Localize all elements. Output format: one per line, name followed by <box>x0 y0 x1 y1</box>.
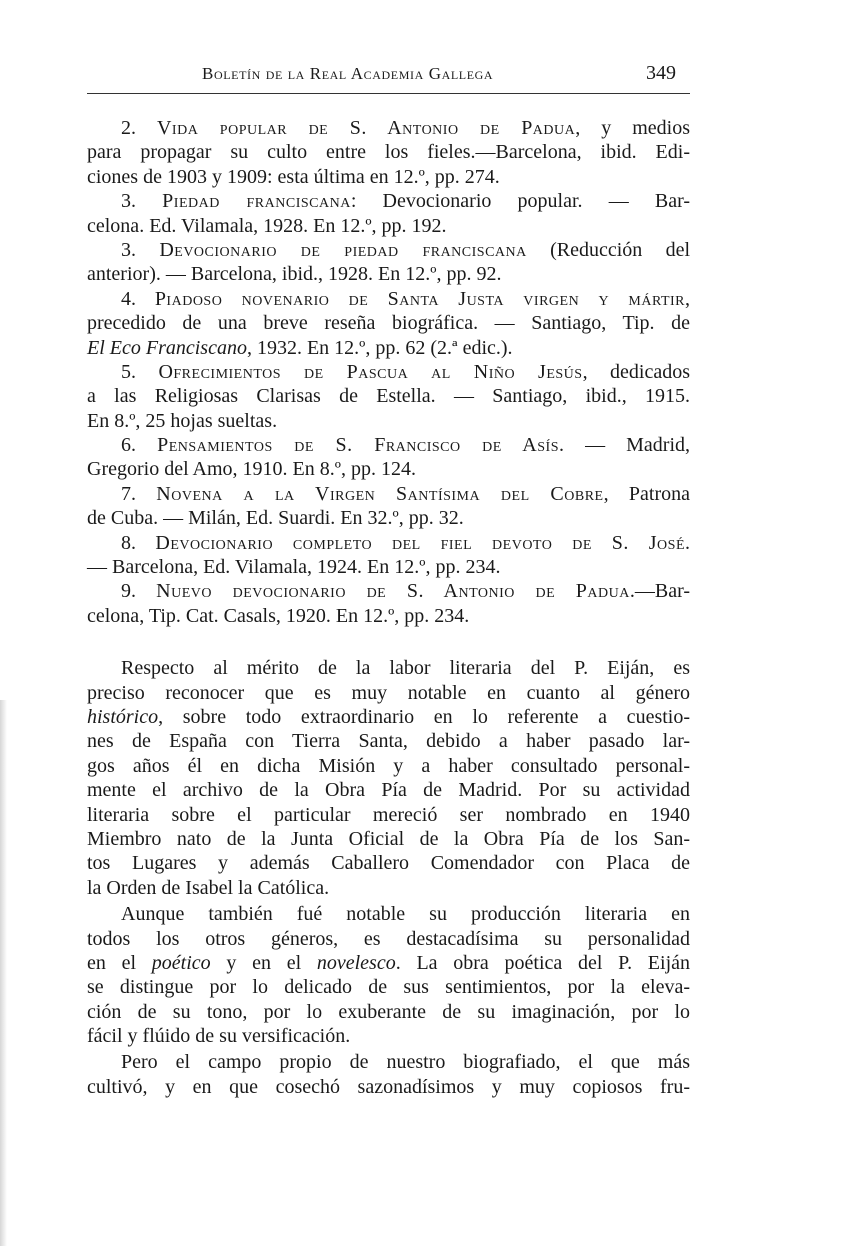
text-line <box>87 1000 690 1024</box>
text-run: celona. Ed. Vilamala, 1928. En 12.º, pp. 192. <box>87 214 447 237</box>
text-line <box>87 951 690 975</box>
text-run: para propagar su culto entre los fieles.—Barcelona, ibid. Edi- <box>87 141 690 164</box>
text-run: ciones de 1903 y 1909: esta última en 12.º, pp. 274. <box>87 165 500 188</box>
bibliography-list <box>87 116 690 628</box>
text-run: (Reducción del <box>526 238 691 261</box>
paragraph <box>87 902 690 1048</box>
text-line <box>87 705 690 729</box>
body-text <box>87 656 690 1099</box>
text-line <box>87 851 690 875</box>
work-title: Piadoso novenario de Santa Justa virgen y mártir <box>154 287 685 310</box>
text-run: literaria sobre el particular mereció ser nombrado en 1940 <box>87 803 690 826</box>
text-run: Aunque también fué notable su producción literaria en <box>121 903 690 926</box>
text-run: tos Lugares y además Caballero Comendador con Placa de <box>87 852 690 875</box>
bibliography-entry <box>87 287 690 360</box>
text-run: a las Religiosas Clarisas de Estella. — Santiago, ibid., 1915. <box>87 385 690 408</box>
page-number: 349 <box>646 62 676 84</box>
text-run: cultivó, y en que cosechó sazonadísimos y muy copiosos fru- <box>87 1075 690 1098</box>
text-run: 2. <box>121 117 157 139</box>
text-run: de Cuba. — Milán, Ed. Suardi. En 32.º, pp. 32. <box>87 507 464 530</box>
italic-text: El Eco Franciscano <box>87 336 247 359</box>
text-line <box>87 433 690 457</box>
text-line <box>87 360 690 384</box>
text-line <box>87 876 690 900</box>
text-line <box>87 409 690 433</box>
text-line <box>87 729 690 753</box>
text-line <box>87 1050 690 1074</box>
text-run: preciso reconocer que es muy notable en cuanto al género <box>87 681 690 704</box>
text-line <box>87 482 690 506</box>
running-header <box>87 62 690 92</box>
bibliography-entry <box>87 433 690 482</box>
bibliography-entry <box>87 116 690 189</box>
text-line <box>87 656 690 680</box>
work-title: Piedad franciscana <box>162 190 351 213</box>
text-run: , <box>685 287 690 310</box>
paragraph <box>87 656 690 900</box>
bibliography-entry <box>87 360 690 433</box>
text-run: Respecto al mérito de la labor literaria del P. Eiján, es <box>121 657 690 680</box>
text-run: en el <box>87 951 152 974</box>
text-line <box>87 457 690 481</box>
text-run: nes de España con Tierra Santa, debido a haber pasado lar- <box>87 730 690 753</box>
italic-text: poético <box>151 951 211 974</box>
text-run: gos años él en dicha Misión y a haber consultado personal- <box>87 754 690 777</box>
journal-title: Boletín de la Real Academia Gallega <box>202 64 494 83</box>
text-line <box>87 754 690 778</box>
text-line <box>87 604 690 628</box>
text-run: 4. <box>121 287 155 310</box>
text-run: . La obra poética del P. Eiján <box>395 951 690 974</box>
bibliography-entry <box>87 189 690 238</box>
work-title: Devocionario completo del fiel devoto de S. José <box>155 531 685 554</box>
text-line <box>87 531 690 555</box>
text-line <box>87 827 690 851</box>
text-run: 3. <box>121 190 163 213</box>
text-run: 7. <box>121 482 157 505</box>
text-run: y en el <box>210 951 317 974</box>
text-run: Miembro nato de la Junta Oficial de la Obra Pía de los San- <box>87 827 690 850</box>
text-run: 6. <box>121 434 158 457</box>
scan-edge-shadow <box>0 700 7 1246</box>
text-line <box>87 927 690 951</box>
text-run: 3. <box>121 238 160 261</box>
text-run: todos los otros géneros, es destacadísima su personalidad <box>87 927 690 950</box>
work-title: Devocionario de piedad franciscana <box>159 238 527 261</box>
text-line <box>87 579 690 603</box>
text-run: la Orden de Isabel la Católica. <box>87 876 330 899</box>
text-run: ción de su tono, por lo exuberante de su imaginación, por lo <box>87 1000 690 1023</box>
work-title: Novena a la Virgen Santísima del Cobre <box>156 482 604 505</box>
text-run: En 8.º, 25 hojas sueltas. <box>87 409 278 432</box>
text-line <box>87 189 690 213</box>
text-line <box>87 116 690 140</box>
text-line <box>87 506 690 530</box>
text-run: , Patrona <box>603 482 690 505</box>
text-line <box>87 778 690 802</box>
text-line <box>87 384 690 408</box>
text-line <box>87 1024 690 1048</box>
italic-text: novelesco <box>316 951 396 974</box>
text-run: precedido de una breve reseña biográfica. — Santiago, Tip. de <box>87 312 690 335</box>
bibliography-entry <box>87 579 690 628</box>
work-title: Ofrecimientos de Pascua al Niño Jesús <box>158 360 583 383</box>
text-line <box>87 311 690 335</box>
text-run: mente el archivo de la Obra Pía de Madrid. Por su actividad <box>87 779 690 802</box>
text-run: .—Bar- <box>629 580 691 603</box>
text-line <box>87 803 690 827</box>
text-run: — Barcelona, Ed. Vilamala, 1924. En 12.º, pp. 234. <box>87 556 501 579</box>
text-line <box>87 336 690 360</box>
text-line <box>87 555 690 579</box>
text-line <box>87 140 690 164</box>
header-rule <box>87 93 690 94</box>
text-line <box>87 1075 690 1099</box>
text-line <box>87 902 690 926</box>
italic-text: histórico <box>87 705 159 728</box>
text-run: se distingue por lo delicado de sus sentimientos, por la eleva- <box>87 976 690 999</box>
text-line <box>87 214 690 238</box>
text-line <box>87 681 690 705</box>
text-run: anterior). — Barcelona, ibid., 1928. En 12.º, pp. 92. <box>87 263 502 286</box>
text-run: , 1932. En 12.º, pp. 62 (2.ª edic.). <box>246 336 513 359</box>
page-body <box>87 116 690 1101</box>
work-title: Vida popular de S. Antonio de Padua <box>156 117 576 139</box>
text-line <box>87 238 690 262</box>
text-run: . — Madrid, <box>559 434 691 457</box>
work-title: Pensamientos de S. Francisco de Asís <box>157 434 559 457</box>
text-run: , y medios <box>575 117 691 139</box>
text-run: , dedicados <box>582 360 690 383</box>
bibliography-entry <box>87 238 690 287</box>
text-run: 9. <box>121 580 157 603</box>
bibliography-entry <box>87 531 690 580</box>
text-run: , sobre todo extraordinario en lo referente a cuestio- <box>158 705 690 728</box>
text-run: . <box>685 531 690 554</box>
text-line <box>87 262 690 286</box>
text-line <box>87 287 690 311</box>
text-run: 8. <box>121 531 156 554</box>
text-run: 5. <box>121 360 159 383</box>
text-run: Gregorio del Amo, 1910. En 8.º, pp. 124. <box>87 458 416 481</box>
paragraph <box>87 1050 690 1099</box>
bibliography-entry <box>87 482 690 531</box>
text-run: Pero el campo propio de nuestro biografiado, el que más <box>121 1051 690 1074</box>
text-run: : Devocionario popular. — Bar- <box>350 190 691 213</box>
text-run: celona, Tip. Cat. Casals, 1920. En 12.º, pp. 234. <box>87 604 470 627</box>
text-line <box>87 975 690 999</box>
text-run: fácil y flúido de su versificación. <box>87 1025 351 1048</box>
work-title: Nuevo devocionario de S. Antonio de Padua <box>156 580 630 603</box>
text-line <box>87 165 690 189</box>
